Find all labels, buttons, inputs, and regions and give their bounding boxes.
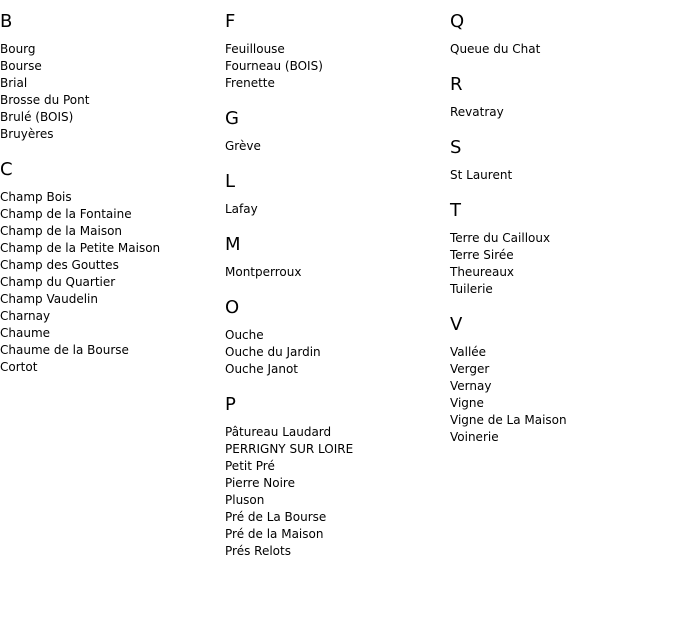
list-item[interactable]: Champ Vaudelin (0, 292, 98, 306)
letter-heading: M (225, 234, 241, 255)
letter-heading: R (450, 74, 463, 95)
list-item[interactable]: Ouche (225, 328, 264, 342)
list-item[interactable]: Cortot (0, 360, 38, 374)
list-item[interactable]: Bourse (0, 59, 42, 73)
entry-list (225, 41, 353, 92)
list-item[interactable]: Pré de La Bourse (225, 510, 327, 524)
entry-list (225, 264, 353, 281)
letter-heading: F (225, 11, 236, 32)
letter-heading: L (225, 171, 236, 192)
letter-group-c (0, 159, 160, 376)
list-item[interactable]: Vernay (450, 379, 492, 393)
letter-heading: G (225, 108, 239, 129)
list-item[interactable]: Prés Relots (225, 544, 291, 558)
letter-group-r (450, 74, 567, 121)
letter-heading: P (225, 394, 236, 415)
letter-group-f (225, 11, 353, 92)
list-item[interactable]: Brial (0, 76, 28, 90)
list-item[interactable]: Ouche Janot (225, 362, 298, 376)
list-item[interactable]: Bruyères (0, 127, 54, 141)
letter-group-p (225, 394, 353, 560)
entry-list (225, 201, 353, 218)
letter-heading: Q (450, 11, 465, 32)
list-item[interactable]: Feuillouse (225, 42, 285, 56)
letter-group-q (450, 11, 567, 58)
list-item[interactable]: Queue du Chat (450, 42, 541, 56)
entry-list (450, 167, 567, 184)
list-item[interactable]: Chaume (0, 326, 51, 340)
list-item[interactable]: Montperroux (225, 265, 302, 279)
list-item[interactable]: Champ du Quartier (0, 275, 116, 289)
list-item[interactable]: St Laurent (450, 168, 513, 182)
list-item[interactable]: Petit Pré (225, 459, 275, 473)
list-item[interactable]: Revatray (450, 105, 504, 119)
list-item[interactable]: Fourneau (BOIS) (225, 59, 323, 73)
letter-group-v (450, 314, 567, 446)
list-item[interactable]: Vigne de La Maison (450, 413, 567, 427)
entry-list (0, 41, 160, 143)
index-column-2 (225, 0, 353, 560)
list-item[interactable]: Pierre Noire (225, 476, 295, 490)
entry-list (450, 344, 567, 446)
list-item[interactable]: Pré de la Maison (225, 527, 324, 541)
letter-heading: S (450, 137, 462, 158)
index-column-1 (0, 0, 160, 376)
list-item[interactable]: Ouche du Jardin (225, 345, 321, 359)
list-item[interactable]: Pluson (225, 493, 265, 507)
list-item[interactable]: Charnay (0, 309, 51, 323)
list-item[interactable]: Lafay (225, 202, 258, 216)
entry-list (450, 41, 567, 58)
list-item[interactable]: Champ de la Maison (0, 224, 123, 238)
list-item[interactable]: Champ de la Fontaine (0, 207, 132, 221)
list-item[interactable]: Champ des Gouttes (0, 258, 119, 272)
entry-list (450, 230, 567, 298)
entry-list (225, 424, 353, 560)
entry-list (225, 138, 353, 155)
letter-group-m (225, 234, 353, 281)
list-item[interactable]: Frenette (225, 76, 275, 90)
letter-heading: B (0, 11, 13, 32)
list-item[interactable]: Terre du Cailloux (450, 231, 551, 245)
letter-heading: T (450, 200, 461, 221)
list-item[interactable]: Bourg (0, 42, 36, 56)
index-column-3 (450, 0, 567, 446)
letter-heading: C (0, 159, 13, 180)
entry-list (0, 189, 160, 376)
list-item[interactable]: Verger (450, 362, 490, 376)
list-item[interactable]: Terre Sirée (450, 248, 514, 262)
list-item[interactable]: Brosse du Pont (0, 93, 90, 107)
list-item[interactable]: Tuilerie (450, 282, 493, 296)
entry-list (450, 104, 567, 121)
list-item[interactable]: Vallée (450, 345, 487, 359)
letter-group-t (450, 200, 567, 298)
list-item[interactable]: Champ de la Petite Maison (0, 241, 161, 255)
letter-group-l (225, 171, 353, 218)
list-item[interactable]: Vigne (450, 396, 484, 410)
list-item[interactable]: Theureaux (450, 265, 515, 279)
letter-heading: V (450, 314, 463, 335)
letter-group-o (225, 297, 353, 378)
list-item[interactable]: Champ Bois (0, 190, 72, 204)
letter-heading: O (225, 297, 240, 318)
letter-group-g (225, 108, 353, 155)
letter-group-b (0, 11, 160, 143)
list-item[interactable]: Voinerie (450, 430, 499, 444)
letter-group-s (450, 137, 567, 184)
list-item[interactable]: Grève (225, 139, 261, 153)
entry-list (225, 327, 353, 378)
list-item[interactable]: Pâtureau Laudard (225, 425, 332, 439)
list-item[interactable]: PERRIGNY SUR LOIRE (225, 442, 354, 456)
list-item[interactable]: Chaume de la Bourse (0, 343, 129, 357)
list-item[interactable]: Brulé (BOIS) (0, 110, 74, 124)
